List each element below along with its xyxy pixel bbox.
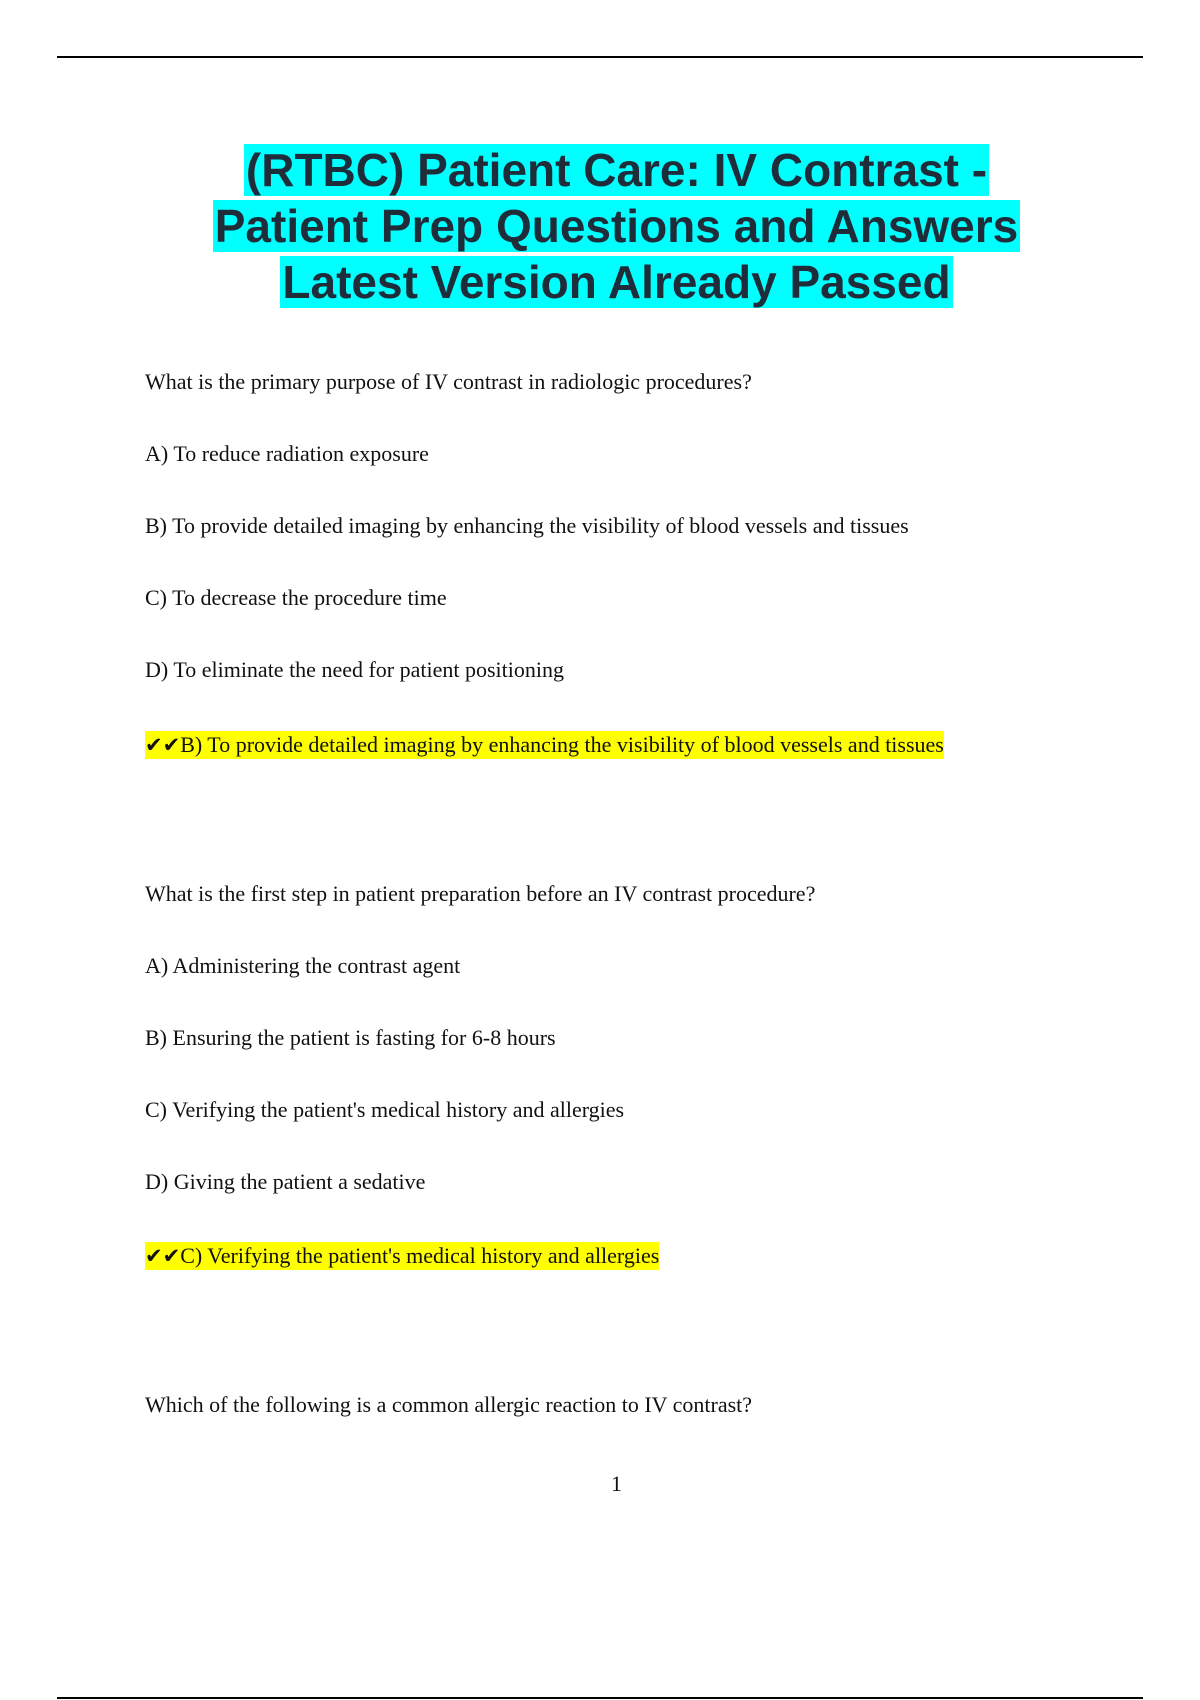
question-2-text: What is the first step in patient preparation before an IV contrast procedure? (145, 881, 816, 906)
question-1-option-d: D) To eliminate the need for patient positioning (145, 657, 565, 682)
question-2-option-a: A) Administering the contrast agent (145, 953, 461, 978)
question-1-option-a: A) To reduce radiation exposure (145, 441, 429, 466)
title-line-1: (RTBC) Patient Care: IV Contrast - (245, 144, 988, 196)
check-mark-icon: ✔✔ (145, 733, 181, 757)
document-title (0, 142, 1200, 310)
title-line-3: Latest Version Already Passed (282, 256, 951, 308)
question-1-text: What is the primary purpose of IV contrast in radiologic procedures? (145, 369, 752, 394)
page-number: 1 (611, 1471, 622, 1496)
bottom-rule (57, 1697, 1143, 1699)
check-mark-icon: ✔✔ (145, 1244, 181, 1268)
question-1-option-b: B) To provide detailed imaging by enhancing the visibility of blood vessels and tissues (145, 513, 909, 538)
question-1-option-c: C) To decrease the procedure time (145, 585, 447, 610)
question-3-text: Which of the following is a common allergic reaction to IV contrast? (145, 1392, 753, 1417)
question-2-answer: ✔✔C) Verifying the patient's medical history and allergies (145, 1243, 660, 1268)
title-line-2: Patient Prep Questions and Answers (214, 200, 1019, 252)
top-rule (57, 56, 1143, 58)
question-2-option-b: B) Ensuring the patient is fasting for 6-8 hours (145, 1025, 556, 1050)
question-1-answer: ✔✔B) To provide detailed imaging by enhancing the visibility of blood vessels and tissues (145, 732, 944, 757)
question-2-option-c: C) Verifying the patient's medical history and allergies (145, 1097, 625, 1122)
question-2-option-d: D) Giving the patient a sedative (145, 1169, 426, 1194)
